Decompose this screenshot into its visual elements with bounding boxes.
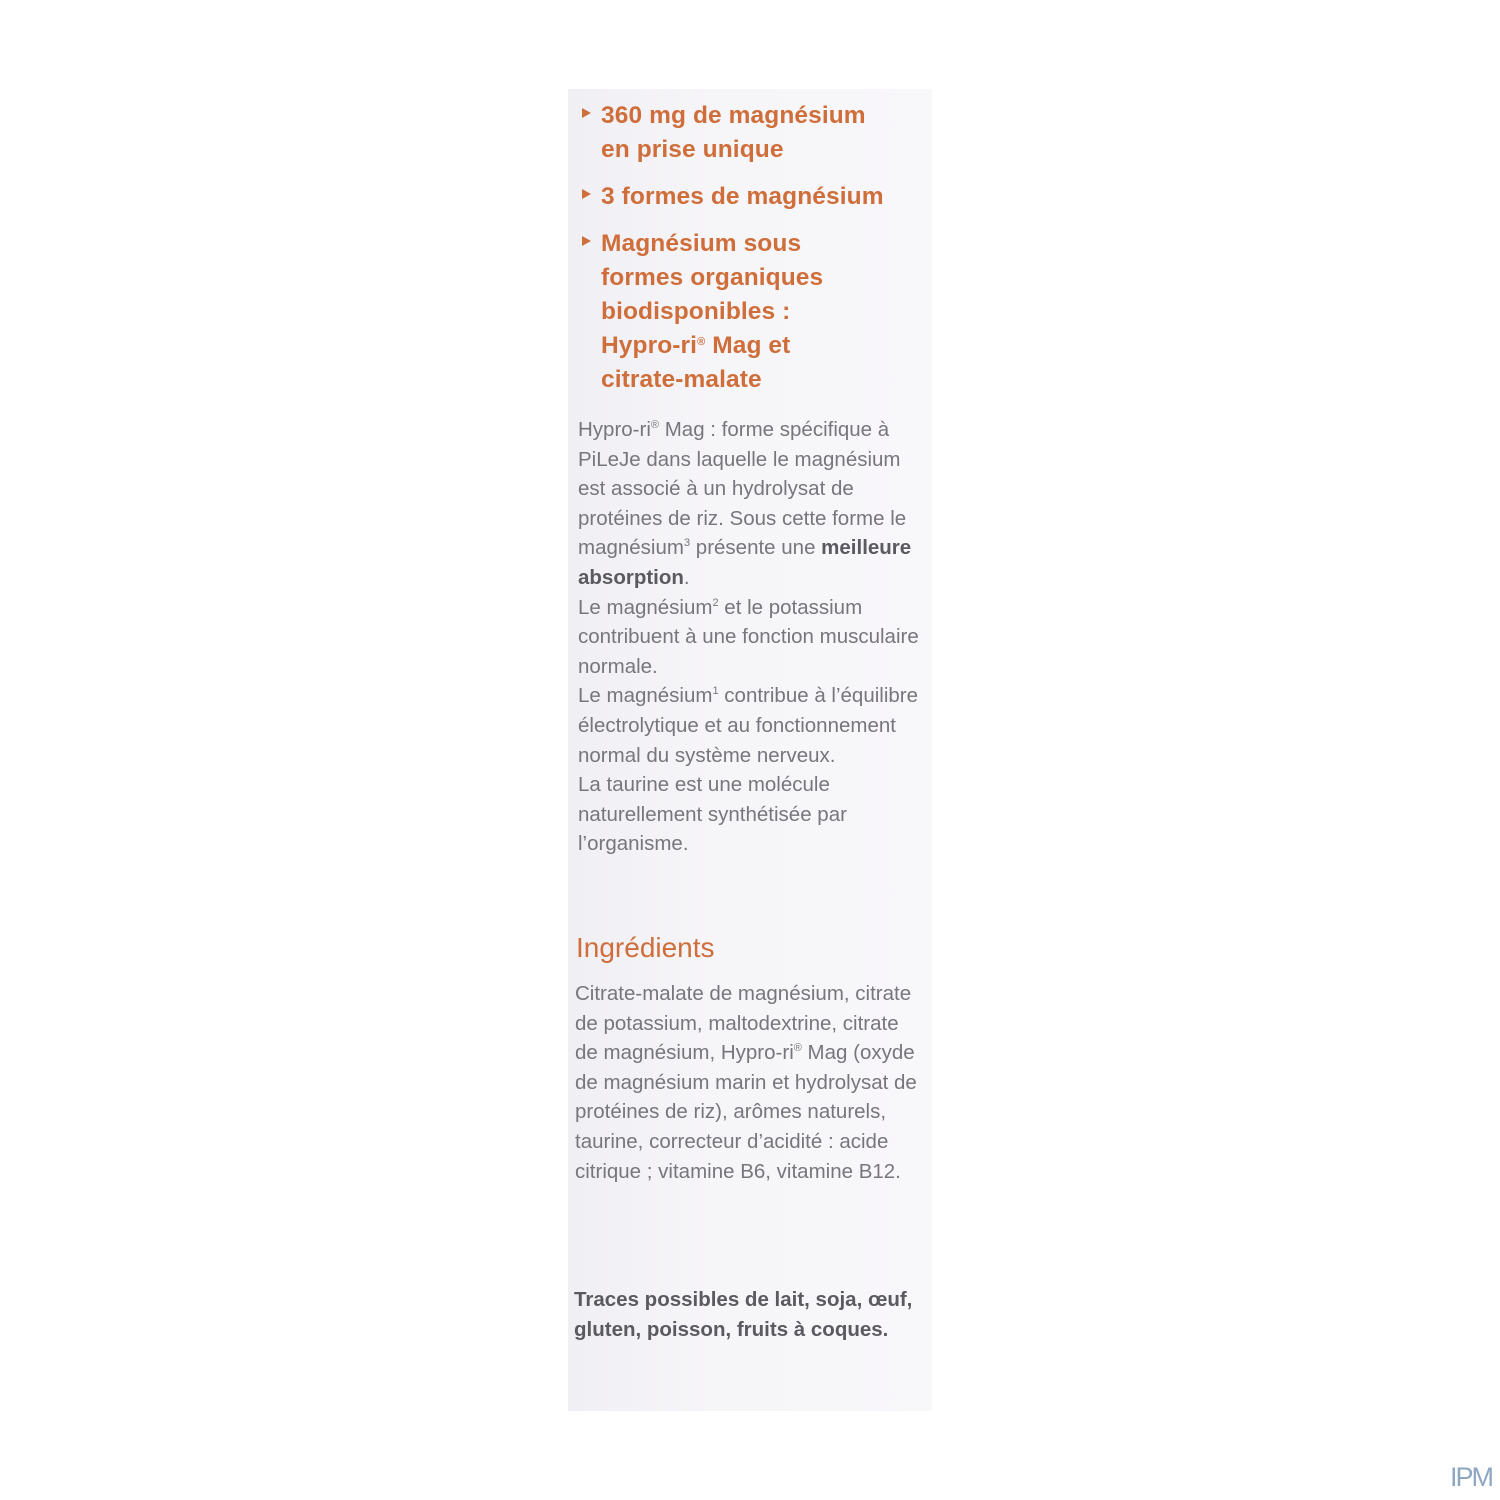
paragraph: Le magnésium$^2$ et le potassium contribuent à une fonction musculaire normale. bbox=[578, 595, 919, 678]
ipm-logo: IPM bbox=[1450, 1462, 1493, 1492]
ingredients-list: Citrate-malate de magnésium, citrate de potassium, maltodextrine, citrate de magnésium, Hypro-ri® Mag (oxyde de magnésium marin et hydrolysat de protéines de riz), arômes naturels, taurine, correcteur d’acidité : acide citrique ; vitamine B6, vitamine B12. bbox=[575, 982, 917, 1183]
triangle-bullet-icon bbox=[582, 108, 591, 118]
benefit-item bbox=[578, 99, 928, 167]
benefit-text: Magnésium sous formes organiques biodisponibles : Hypro-ri® Mag et citrate-malate bbox=[601, 230, 824, 393]
description-text bbox=[578, 415, 923, 859]
triangle-bullet-icon bbox=[582, 236, 591, 246]
package-side-panel bbox=[568, 89, 932, 1411]
allergen-traces: Traces possibles de lait, soja, œuf, gluten, poisson, fruits à coques. bbox=[574, 1288, 913, 1341]
ingredients-heading: Ingrédients bbox=[576, 932, 715, 963]
paragraph: Le magnésium$^1$ contribue à l’équilibre électrolytique et au fonctionnement normal du système nerveux. bbox=[578, 684, 919, 767]
benefit-item bbox=[578, 227, 928, 397]
benefit-item bbox=[578, 180, 928, 214]
paragraph: La taurine est une molécule naturellement synthétisée par l’organisme. bbox=[578, 773, 847, 856]
benefit-list bbox=[578, 99, 928, 410]
benefit-text: 3 formes de magnésium bbox=[601, 183, 884, 210]
paragraph: Hypro-ri® Mag : forme spécifique à PiLeJe dans laquelle le magnésium est associé à un hydrolysat de protéines de riz. Sous cette forme le magnésium$^3$ présente une meilleure absorption. bbox=[578, 418, 912, 589]
triangle-bullet-icon bbox=[582, 189, 591, 199]
benefit-text: 360 mg de magnésium en prise unique bbox=[601, 102, 866, 163]
